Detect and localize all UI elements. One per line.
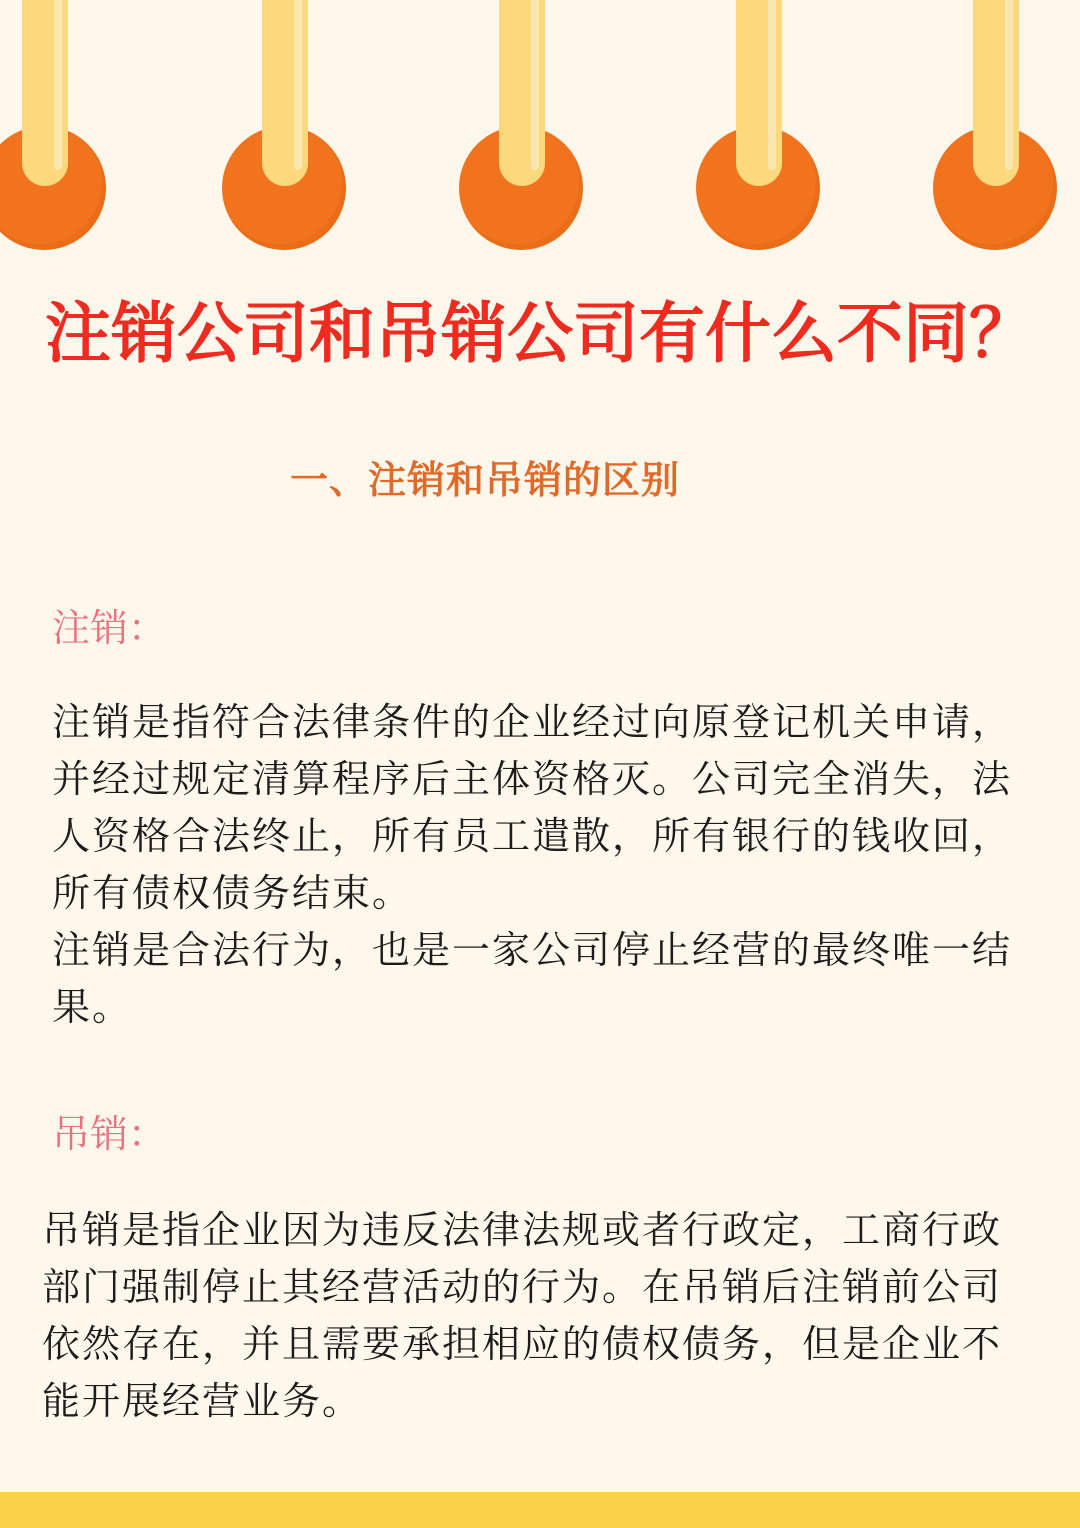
deregistration-paragraph-1 (52, 694, 1042, 922)
page-title: 注销公司和吊销公司有什么不同？ (45, 295, 1035, 372)
deregistration-label: 注销： (52, 606, 167, 650)
binder-rings (0, 0, 1080, 260)
footer-band (0, 1492, 1080, 1528)
text-line: 并经过规定清算程序后主体资格灭。公司完全消失，法 (52, 757, 1013, 801)
text-line: 注销是指符合法律条件的企业经过向原登记机关申请， (52, 700, 1013, 744)
text-line: 所有债权债务结束。 (52, 871, 413, 915)
binder-ring-bar (973, 0, 1019, 186)
text-line: 部门强制停止其经营活动的行为。在吊销后注销前公司 (42, 1265, 1003, 1309)
binder-ring-bar (262, 0, 308, 186)
section-subtitle: 一、注销和吊销的区别 (290, 458, 681, 502)
text-line: 能开展经营业务。 (42, 1379, 363, 1423)
text-line: 人资格合法终止，所有员工遣散，所有银行的钱收回， (52, 814, 1013, 858)
binder-ring-bar (499, 0, 545, 186)
text-line: 果。 (52, 985, 133, 1029)
revocation-paragraph (42, 1202, 1032, 1430)
deregistration-paragraph-2 (52, 922, 1042, 1036)
text-line: 吊销是指企业因为违反法律法规或者行政定，工商行政 (42, 1208, 1003, 1252)
binder-ring-bar (736, 0, 782, 186)
text-line: 注销是合法行为，也是一家公司停止经营的最终唯一结 (52, 928, 1013, 972)
revocation-label: 吊销： (52, 1112, 167, 1156)
text-line: 依然存在，并且需要承担相应的债权债务，但是企业不 (42, 1322, 1003, 1366)
binder-ring-bar (22, 0, 68, 186)
